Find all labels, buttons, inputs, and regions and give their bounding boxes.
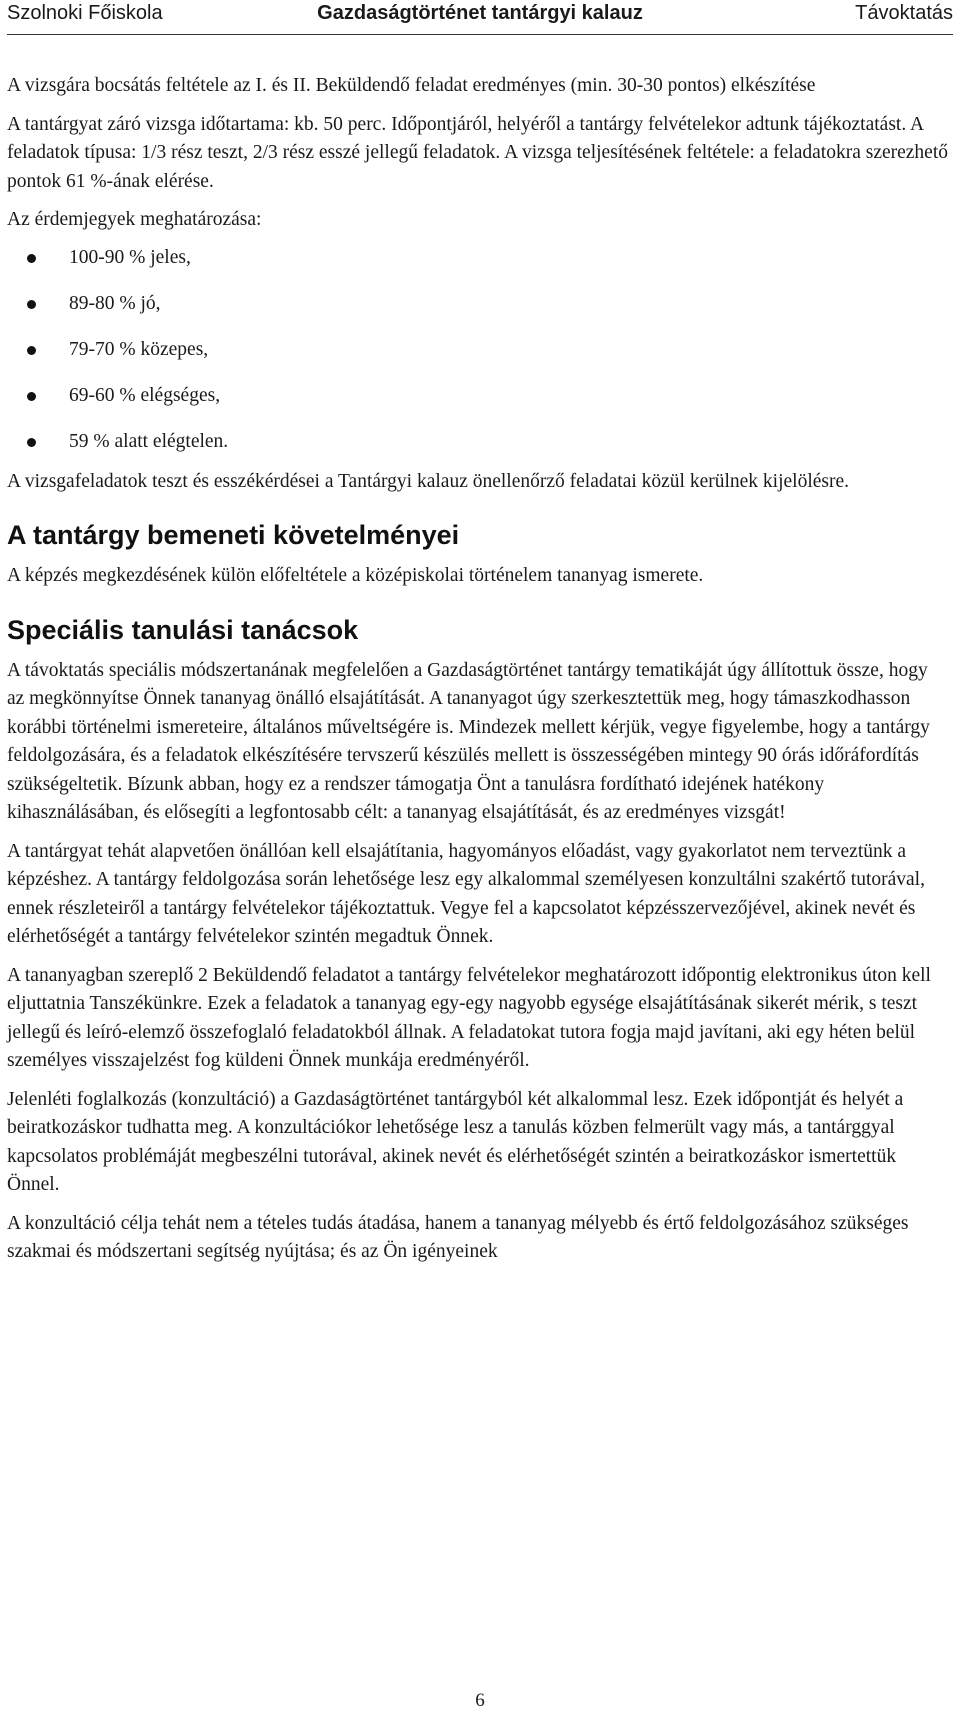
bullet-icon — [27, 438, 36, 447]
paragraph-assignments: A tananyagban szereplő 2 Beküldendő feladatot a tantárgy felvételekor meghatározott időpontig elektronikus úton kell eljuttatnia Tanszékünkre. Ezek a feladatok a tananyag egy-egy nagyobb egysége elsajátításának sikerét mérik, s teszt jellegű és leíró-elemző összefoglaló feladatokból állnak. A feladatokat tutora fogja majd javítani, aki egy héten belül személyes visszajelzést fog küldeni Önnek munkája eredményéről. — [7, 964, 931, 1071]
bullet-icon — [27, 392, 36, 401]
running-header — [7, 0, 953, 35]
bullet-icon — [27, 254, 36, 263]
grade-text: 59 % alatt elégtelen. — [69, 430, 229, 452]
paragraph-self-study: A tantárgyat tehát alapvetően önállóan kell elsajátítania, hagyományos előadást, vagy gyakorlatot nem terveztünk a képzéshez. A tantárgy feldolgozása során lehetősége lesz egy alkalommal személyesen konzultálni szakértő tutorával, ennek részleteiről a tantárgy felvételekor tájékoztattuk. Vegye fel a kapcsolatot képzésszervezőjével, akinek nevét és elérhetőségét a tantárgy felvételekor szintén megadtuk Önnek. — [7, 840, 925, 947]
grade-text: 79-70 % közepes, — [69, 338, 209, 360]
header-institution: Szolnoki Főiskola — [7, 2, 163, 24]
list-item — [7, 336, 948, 382]
paragraph-distance-learning: A távoktatás speciális módszertanának megfelelően a Gazdaságtörténet tantárgy tematikáját úgy állítottuk össze, hogy az megkönnyítse Önnek tananyag önálló elsajátítását. A tananyagot úgy szerkesztettük meg, hogy támaszkodhasson korábbi történelmi ismereteire, általános műveltségére is. Mindezek mellett kérjük, vegye figyelembe, hogy a tantárgy feldolgozására, és a feladatok elkészítésére tervszerű készülés mellett is összességében mintegy 90 órás időráfordítás szükségeltetik. Bízunk abban, hogy ez a rendszer támogatja Önt a tanulásra fordítható idejének hatékony kihasználásában, és elősegíti a legfontosabb célt: a tananyag elsajátítását, és az eredményes vizsgát! — [7, 659, 930, 823]
header-program: Távoktatás — [855, 2, 953, 24]
paragraph-exam-admission: A vizsgára bocsátás feltétele az I. és II. Beküldendő feladat eredményes (min. 30-30 pontos) elkészítése — [7, 75, 816, 96]
page-number: 6 — [475, 1690, 485, 1711]
grade-text: 69-60 % elégséges, — [69, 384, 221, 406]
grade-text: 89-80 % jó, — [69, 292, 161, 314]
header-course-title: Gazdaságtörténet tantárgyi kalauz — [317, 2, 643, 24]
grade-text: 100-90 % jeles, — [69, 246, 191, 268]
page-content — [7, 72, 948, 1277]
heading-study-advice: Speciális tanulási tanácsok — [7, 614, 359, 645]
list-item — [7, 290, 948, 336]
list-item — [7, 428, 948, 462]
list-item — [7, 244, 948, 290]
paragraph-exam-tasks: A vizsgafeladatok teszt és esszékérdései a Tantárgyi kalauz önellenőrző feladatai közül kerülnek kijelölésre. — [7, 470, 850, 492]
paragraph-entry-requirements: A képzés megkezdésének külön előfeltétele a középiskolai történelem tananyag ismerete. — [7, 565, 704, 586]
paragraph-consultation: Jelenléti foglalkozás (konzultáció) a Gazdaságtörténet tantárgyból két alkalommal lesz. Ezek időpontját és helyét a beiratkozáskor tudhatta meg. A konzultációkor lehetősége lesz a tanulás közben felmerült vagy más, a tantárggyal kapcsolatos problémáját megbeszélni tutorával, akinek nevét és elérhetőségét szintén a beiratkozáskor ismertettük Önnel. — [7, 1088, 904, 1195]
paragraph-grades-intro: Az érdemjegyek meghatározása: — [7, 209, 262, 230]
bullet-icon — [27, 346, 36, 355]
paragraph-consultation-goal: A konzultáció célja tehát nem a tételes tudás átadása, hanem a tananyag mélyebb és értő feldolgozásához szükséges szakmai és módszertani segítség nyújtása; és az Ön igényeinek — [7, 1212, 909, 1262]
paragraph-exam-details: A tantárgyat záró vizsga időtartama: kb. 50 perc. Időpontjáról, helyéről a tantárgy felvételekor adtunk tájékoztatást. A feladatok típusa: 1/3 rész teszt, 2/3 rész esszé jellegű feladatok. A vizsga teljesítésének feltétele: a feladatokra szerezhető pontok 61 %-ának elérése. — [7, 113, 949, 192]
bullet-icon — [27, 300, 36, 309]
grades-list — [7, 244, 948, 462]
list-item — [7, 382, 948, 428]
heading-entry-requirements: A tantárgy bemeneti követelményei — [7, 520, 460, 550]
